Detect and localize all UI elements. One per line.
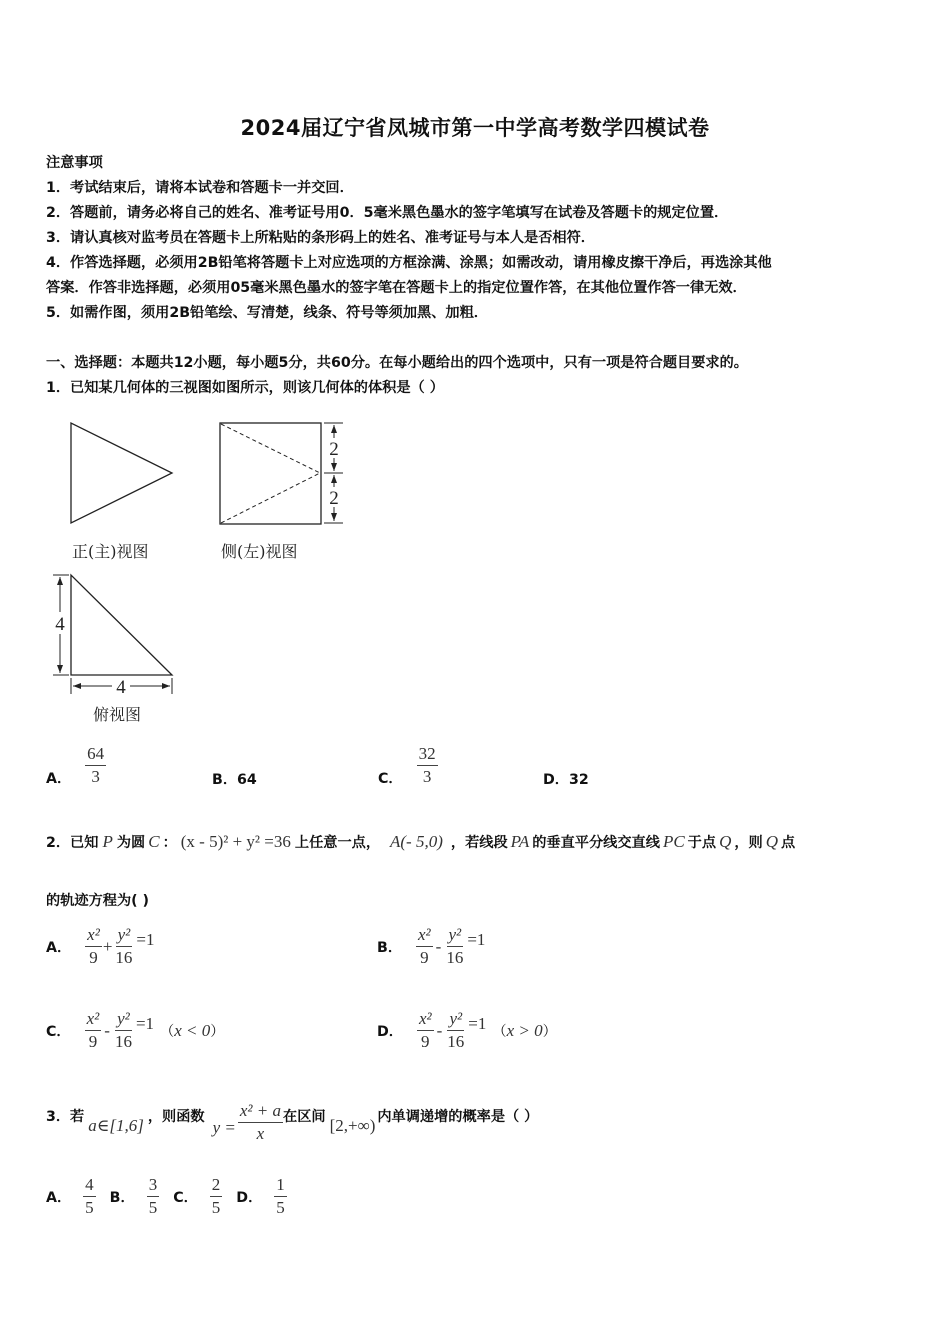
- fraction: $\frac{\text{x²}}{9}$: [86, 1009, 100, 1051]
- page-title: 2024届辽宁省凤城市第一中学高考数学四模试卷: [240, 116, 710, 140]
- q2-option-d[interactable]: D． $\frac{\text{x²}}{9}$ - $\frac{\text{y²}}{16}$ =1 （ x > 0 ）: [377, 1009, 557, 1051]
- dim-label-4: 4: [116, 677, 126, 698]
- q1-stem: 1．已知某几何体的三视图如图所示，则该几何体的体积是（ ）: [46, 380, 444, 396]
- fraction: $\frac{2}{5}$: [211, 1175, 221, 1217]
- front-view-triangle: [71, 423, 172, 523]
- notice-item: 5．如需作图，须用2B铅笔绘、写清楚，线条、符号等须加黑、加粗．: [46, 305, 488, 321]
- q3-option-b[interactable]: B．: [109, 1189, 135, 1206]
- q2-option-b[interactable]: B． $\frac{\text{x²}}{9}$ - $\frac{\text{y²}}{16}$ =1: [377, 925, 486, 967]
- fraction: $\frac{\text{y²}}{16}$: [446, 925, 464, 967]
- notice-item: 答案．作答非选择题，必须用05毫米黑色墨水的签字笔在答题卡上的指定位置作答，在其他位置作答一律无效．: [46, 280, 747, 296]
- dim-label-4: 4: [55, 614, 65, 635]
- q3-options: [46, 1174, 301, 1219]
- q3-option-d[interactable]: D．: [236, 1189, 263, 1206]
- option-label: C．: [378, 771, 403, 787]
- side-view-square: [220, 423, 321, 524]
- front-view-caption: 正(主)视图: [72, 542, 149, 561]
- top-view-triangle: [71, 575, 172, 675]
- dim-label-2: 2: [329, 439, 339, 460]
- q3-stem: 3．若 a∈[1,6] ，则函数 y = $\frac{\text{x² + a}}{x}$ 在区间 [2,+∞) 内单调递增的概率是（ ）: [46, 1101, 539, 1143]
- section-heading: 一、选择题：本题共12小题，每小题5分，共60分。在每小题给出的四个选项中，只有一项是符合题目要求的。: [46, 355, 748, 371]
- notice-item: 4．作答选择题，必须用2B铅笔将答题卡上对应选项的方框涂满、涂黑；如需改动，请用橡皮擦干净后，再选涂其他: [46, 255, 772, 271]
- q1-option-c[interactable]: [378, 742, 438, 788]
- top-view-caption: 俯视图: [93, 705, 142, 724]
- dim-label-2: 2: [329, 488, 339, 509]
- notice-item: 3．请认真核对监考员在答题卡上所粘贴的条形码上的姓名、准考证号与本人是否相符．: [46, 230, 595, 246]
- notice-item: 1．考试结束后，请将本试卷和答题卡一并交回．: [46, 180, 354, 196]
- notice-item: 2．答题前，请务必将自己的姓名、准考证号用0．5毫米黑色墨水的签字笔填写在试卷及答题卡的规定位置．: [46, 205, 729, 221]
- fraction: $\frac{\text{y²}}{16}$: [114, 1009, 132, 1051]
- fraction: $\frac{64}{3}$: [87, 743, 105, 786]
- q3-option-c[interactable]: C．: [173, 1189, 198, 1206]
- fraction: $\frac{4}{5}$: [85, 1175, 94, 1217]
- fraction: $\frac{3}{5}$: [148, 1175, 158, 1217]
- fraction: $\frac{\text{y²}}{16}$: [115, 925, 133, 967]
- notice-heading: 注意事项: [46, 155, 103, 171]
- q2-stem-line2: 的轨迹方程为( ): [46, 893, 150, 909]
- side-view-caption: 侧(左)视图: [221, 542, 298, 561]
- q1-option-d[interactable]: D．32: [543, 772, 589, 788]
- fraction: $\frac{\text{x²}}{9}$: [418, 1009, 432, 1051]
- side-view-hidden-edge: [221, 473, 320, 523]
- q2-option-a[interactable]: A． $\frac{\text{x²}}{9}$ + $\frac{\text{y²}}{16}$ =1: [46, 925, 155, 967]
- q2-stem: 2．已知 P 为圆 C ： (x - 5)² + y² =36 上任意一点， A(- 5,0) ，若线段 PA 的垂直平分线交直线 PC 于点 Q ，则 Q 点: [46, 832, 796, 851]
- option-label: A．: [46, 771, 72, 787]
- fraction: $\frac{\text{y²}}{16}$: [447, 1009, 465, 1051]
- fraction: $\frac{\text{x²}}{9}$: [87, 925, 100, 967]
- side-view-hidden-edge: [221, 424, 320, 473]
- fraction: $\frac{\text{x²}}{9}$: [418, 925, 431, 967]
- q2-option-c[interactable]: C． $\frac{\text{x²}}{9}$ - $\frac{\text{y²}}{16}$ =1 （ x < 0 ）: [46, 1009, 225, 1051]
- q1-option-a[interactable]: [46, 742, 106, 788]
- q1-option-b[interactable]: B．64: [212, 772, 257, 788]
- fraction: $\frac{32}{3}$: [418, 743, 436, 786]
- fraction: $\frac{\text{x² + a}}{x}$: [239, 1101, 281, 1143]
- q3-option-a[interactable]: A．: [46, 1189, 72, 1206]
- fraction: $\frac{1}{5}$: [276, 1175, 285, 1217]
